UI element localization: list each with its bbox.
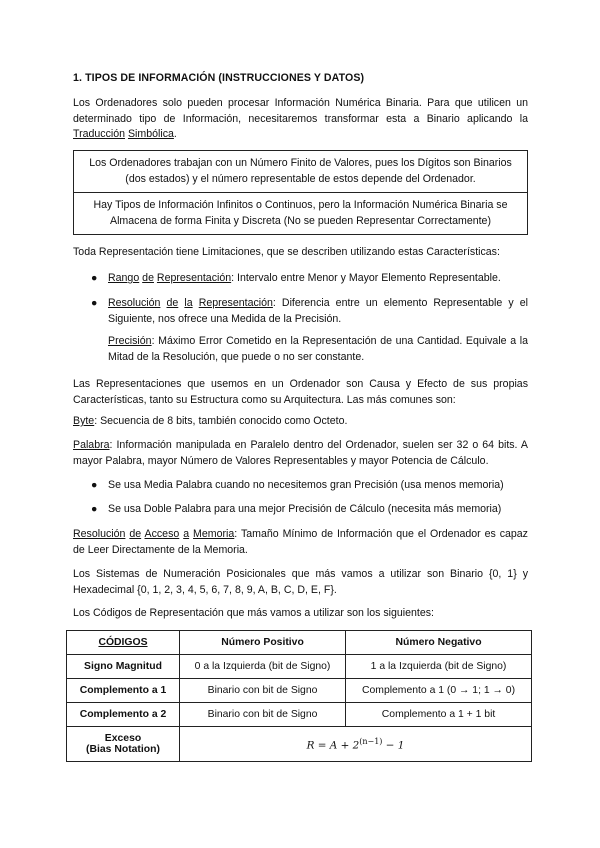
code-negative: Complemento a 1 (0 → 1; 1 → 0) (346, 679, 532, 703)
precision-paragraph: Precisión: Máximo Error Cometido en la Representación de una Cantidad. Equivale a la Mitad de la Resolución, que puede o no ser constante. (108, 335, 528, 363)
representaciones-paragraph: Las Representaciones que usemos en un Ordenador son Causa y Efecto de sus propias Características, tanto su Estructura como su Arquitectura. Las más comunes son: (73, 378, 528, 406)
intro-term-simbolica: Simbólica (127, 128, 174, 140)
byte-definition: Byte: Secuencia de 8 bits, también conocido como Octeto. (73, 415, 348, 427)
codigos-intro: Los Códigos de Representación que más vamos a utilizar son los siguientes: (73, 607, 434, 619)
table-header-negativo: Número Negativo (346, 631, 532, 655)
code-positive: Binario con bit de Signo (180, 703, 346, 727)
intro-term-traduccion: Traducción (73, 128, 126, 140)
code-positive: 0 a la Izquierda (bit de Signo) (180, 655, 346, 679)
code-negative: Complemento a 1 + 1 bit (346, 703, 532, 727)
code-positive: Binario con bit de Signo (180, 679, 346, 703)
bullet-dot: ● (91, 297, 98, 309)
table-row (67, 679, 532, 703)
info-box-row-1: Los Ordenadores trabajan con un Número Finito de Valores, pues los Dígitos son Binarios (dos estados) y el número representable de estos depende del Ordenador. (89, 157, 512, 185)
code-name: Signo Magnitud (67, 655, 180, 679)
info-box-row-2: Hay Tipos de Información Infinitos o Continuos, pero la Información Numérica Binaria se Almacena de forma Finita y Discreta (No se pueden Representar Correctamente) (74, 192, 527, 234)
codes-table (66, 630, 532, 762)
table-header-row (67, 631, 532, 655)
code-name: Complemento a 2 (67, 703, 180, 727)
table-header-codigos: CÓDIGOS (67, 631, 180, 655)
palabra-definition: Palabra: Información manipulada en Paralelo dentro del Ordenador, suelen ser 32 o 64 bits. A mayor Palabra, mayor Número de Valores Representables y mayor Potencia de Cálculo. (73, 439, 528, 467)
bullet-rango: ● Rango de Representación: Intervalo entre Menor y Mayor Elemento Representable. (91, 271, 528, 287)
limitations-paragraph: Toda Representación tiene Limitaciones, que se describen utilizando estas Características: (73, 246, 500, 258)
exceso-formula: $R = A + 2^{(n-1)} - 1$ (180, 727, 532, 762)
section-heading: 1. TIPOS DE INFORMACIÓN (INSTRUCCIONES Y DATOS) (73, 72, 365, 84)
info-box (73, 150, 528, 235)
bullet-doble-palabra: ● Se usa Doble Palabra para una mejor Precisión de Cálculo (necesita más memoria) (91, 502, 528, 518)
code-name-exceso: Exceso (Bias Notation) (67, 727, 180, 762)
code-negative: 1 a la Izquierda (bit de Signo) (346, 655, 532, 679)
bullet-dot: ● (91, 479, 98, 491)
table-row (67, 655, 532, 679)
intro-paragraph: Los Ordenadores solo pueden procesar Información Numérica Binaria. Para que utilicen un determinado tipo de Información, necesitaremos transformar esta a Binario aplicando la Traducción Simbólica. (73, 97, 528, 140)
sistemas-paragraph: Los Sistemas de Numeración Posicionales que más vamos a utilizar son Binario {0, 1} y Hexadecimal {0, 1, 2, 3, 4, 5, 6, 7, 8, 9, A, B, C, D, E, F}. (73, 568, 528, 596)
intro-text: Los Ordenadores solo pueden procesar Información Numérica Binaria. Para que utilicen un determinado tipo de Información, necesitaremos transformar esta a Binario aplicando la (73, 97, 528, 125)
bullet-dot: ● (91, 272, 98, 284)
table-row (67, 703, 532, 727)
resolucion-acceso-definition: Resolución de Acceso a Memoria: Tamaño Mínimo de Información que el Ordenador es capaz de Leer Directamente de la Memoria. (73, 528, 528, 556)
table-header-positivo: Número Positivo (180, 631, 346, 655)
code-name: Complemento a 1 (67, 679, 180, 703)
bullet-dot: ● (91, 503, 98, 515)
bullet-resolucion: ● Resolución de la Representación: Diferencia entre un elemento Representable y el Siguiente, nos ofrece una Medida de la Precisión. (91, 297, 528, 325)
bullet-media-palabra: ● Se usa Media Palabra cuando no necesitemos gran Precisión (usa menos memoria) (91, 478, 528, 494)
table-row-exceso (67, 727, 532, 762)
